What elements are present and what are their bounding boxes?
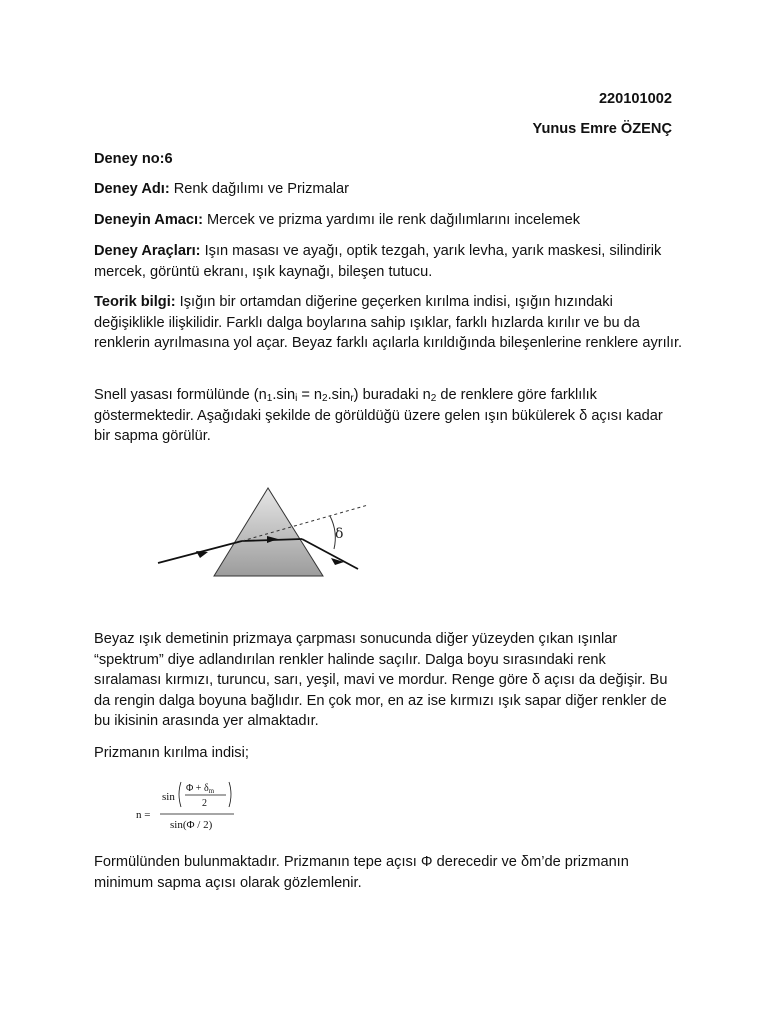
snell-sub-n2: 2 — [430, 393, 437, 404]
snell-sub-2: 2 — [322, 393, 328, 404]
index-intro: Prizmanın kırılma indisi; — [94, 745, 249, 761]
spectrum-paragraph: Beyaz ışık demetinin prizmaya çarpması sonucunda diğer yüzeyden çıkan ışınlar “spektrum” diye adlandırılan renkler halinde saçılır. Dalga boyu sırasındaki renk sıralaması kırmızı, turuncu, sarı, yeşil, mavi ve mordur. Renge göre δ açısı da değişir. Bu da rengin dalga boyuna bağlıdır. En çok mor, en az ise kırmızı ışık sapar diğer renkler de bu ikisinin arasında yer almaktadır. — [94, 631, 668, 729]
prism-shape — [214, 488, 323, 576]
experiment-aim-value: Mercek ve prizma yardımı ile renk dağılımlarını incelemek — [202, 212, 581, 228]
snell-text-2: .sin — [272, 387, 296, 403]
snell-sub-i: i — [295, 393, 298, 404]
experiment-name-label: Deney Adı: — [94, 181, 170, 197]
formula-numerator-top: $\Phi + \delta_m$ — [186, 783, 215, 795]
experiment-number-text: Deney no:6 — [94, 151, 173, 167]
experiment-tools — [94, 241, 684, 282]
prism-figure — [150, 482, 380, 587]
experiment-aim — [94, 210, 684, 231]
theory-paragraph — [94, 292, 684, 354]
snell-sub-1: 1 — [266, 393, 273, 404]
experiment-tools-label: Deney Araçları: — [94, 243, 201, 259]
snell-text-1: Snell yasası formülünde (n — [94, 387, 267, 403]
student-id: 220101002 — [598, 91, 672, 107]
experiment-name-value: Renk dağılımı ve Prizmalar — [169, 181, 349, 197]
snell-text-5: ) buradaki n — [353, 387, 431, 403]
snell-paragraph — [94, 385, 679, 447]
snell-sub-r: r — [350, 393, 354, 404]
snell-text-6: de renklere göre farklılık göstermektedir. Aşağıdaki şekilde de görüldüğü üzere gelen ışın bükülerek δ açısı kadar bir sapma görülür. — [94, 387, 663, 444]
conclusion-paragraph: Formülünden bulunmaktadır. Prizmanın tepe açısı Φ derecedir ve δm’de prizmanın minimum sapma açısı olarak gözlemlenir. — [94, 854, 629, 891]
formula-numerator-bottom: 2 — [202, 798, 207, 809]
formula-lhs: n = — [136, 809, 151, 821]
theory-text: Işığın bir ortamdan diğerine geçerken kırılma indisi, ışığın hızındaki değişiklikle ilişkilidir. Farklı dalga boylarına sahip ışıklar, farklı hızlarda kırılır ve bu da renklerin ayrılmasına yol açar. Beyaz farklı açılarla kırıldığında bileşenlerine renklere ayrılır. — [94, 294, 683, 351]
refractive-index-formula — [136, 778, 246, 834]
snell-text-4: .sin — [327, 387, 351, 403]
student-name: Yunus Emre ÖZENÇ — [532, 121, 672, 137]
experiment-aim-label: Deneyin Amacı: — [94, 212, 203, 228]
experiment-tools-value: Işın masası ve ayağı, optik tezgah, yarık levha, yarık maskesi, silindirik mercek, görüntü ekranı, ışık kaynağı, bileşen tutucu. — [94, 243, 662, 280]
snell-text-3: = n — [297, 387, 323, 403]
formula-sin: sin — [162, 791, 175, 803]
formula-denominator: sin(Φ / 2) — [170, 819, 213, 831]
experiment-number — [94, 149, 684, 170]
emergent-arrow-head — [331, 558, 344, 565]
formula-left-paren — [179, 782, 181, 807]
deviation-angle-label: δ — [335, 526, 344, 542]
experiment-name — [94, 179, 684, 200]
theory-label: Teorik bilgi: — [94, 294, 176, 310]
incident-arrow-head — [196, 551, 208, 558]
formula-right-paren — [229, 782, 231, 807]
